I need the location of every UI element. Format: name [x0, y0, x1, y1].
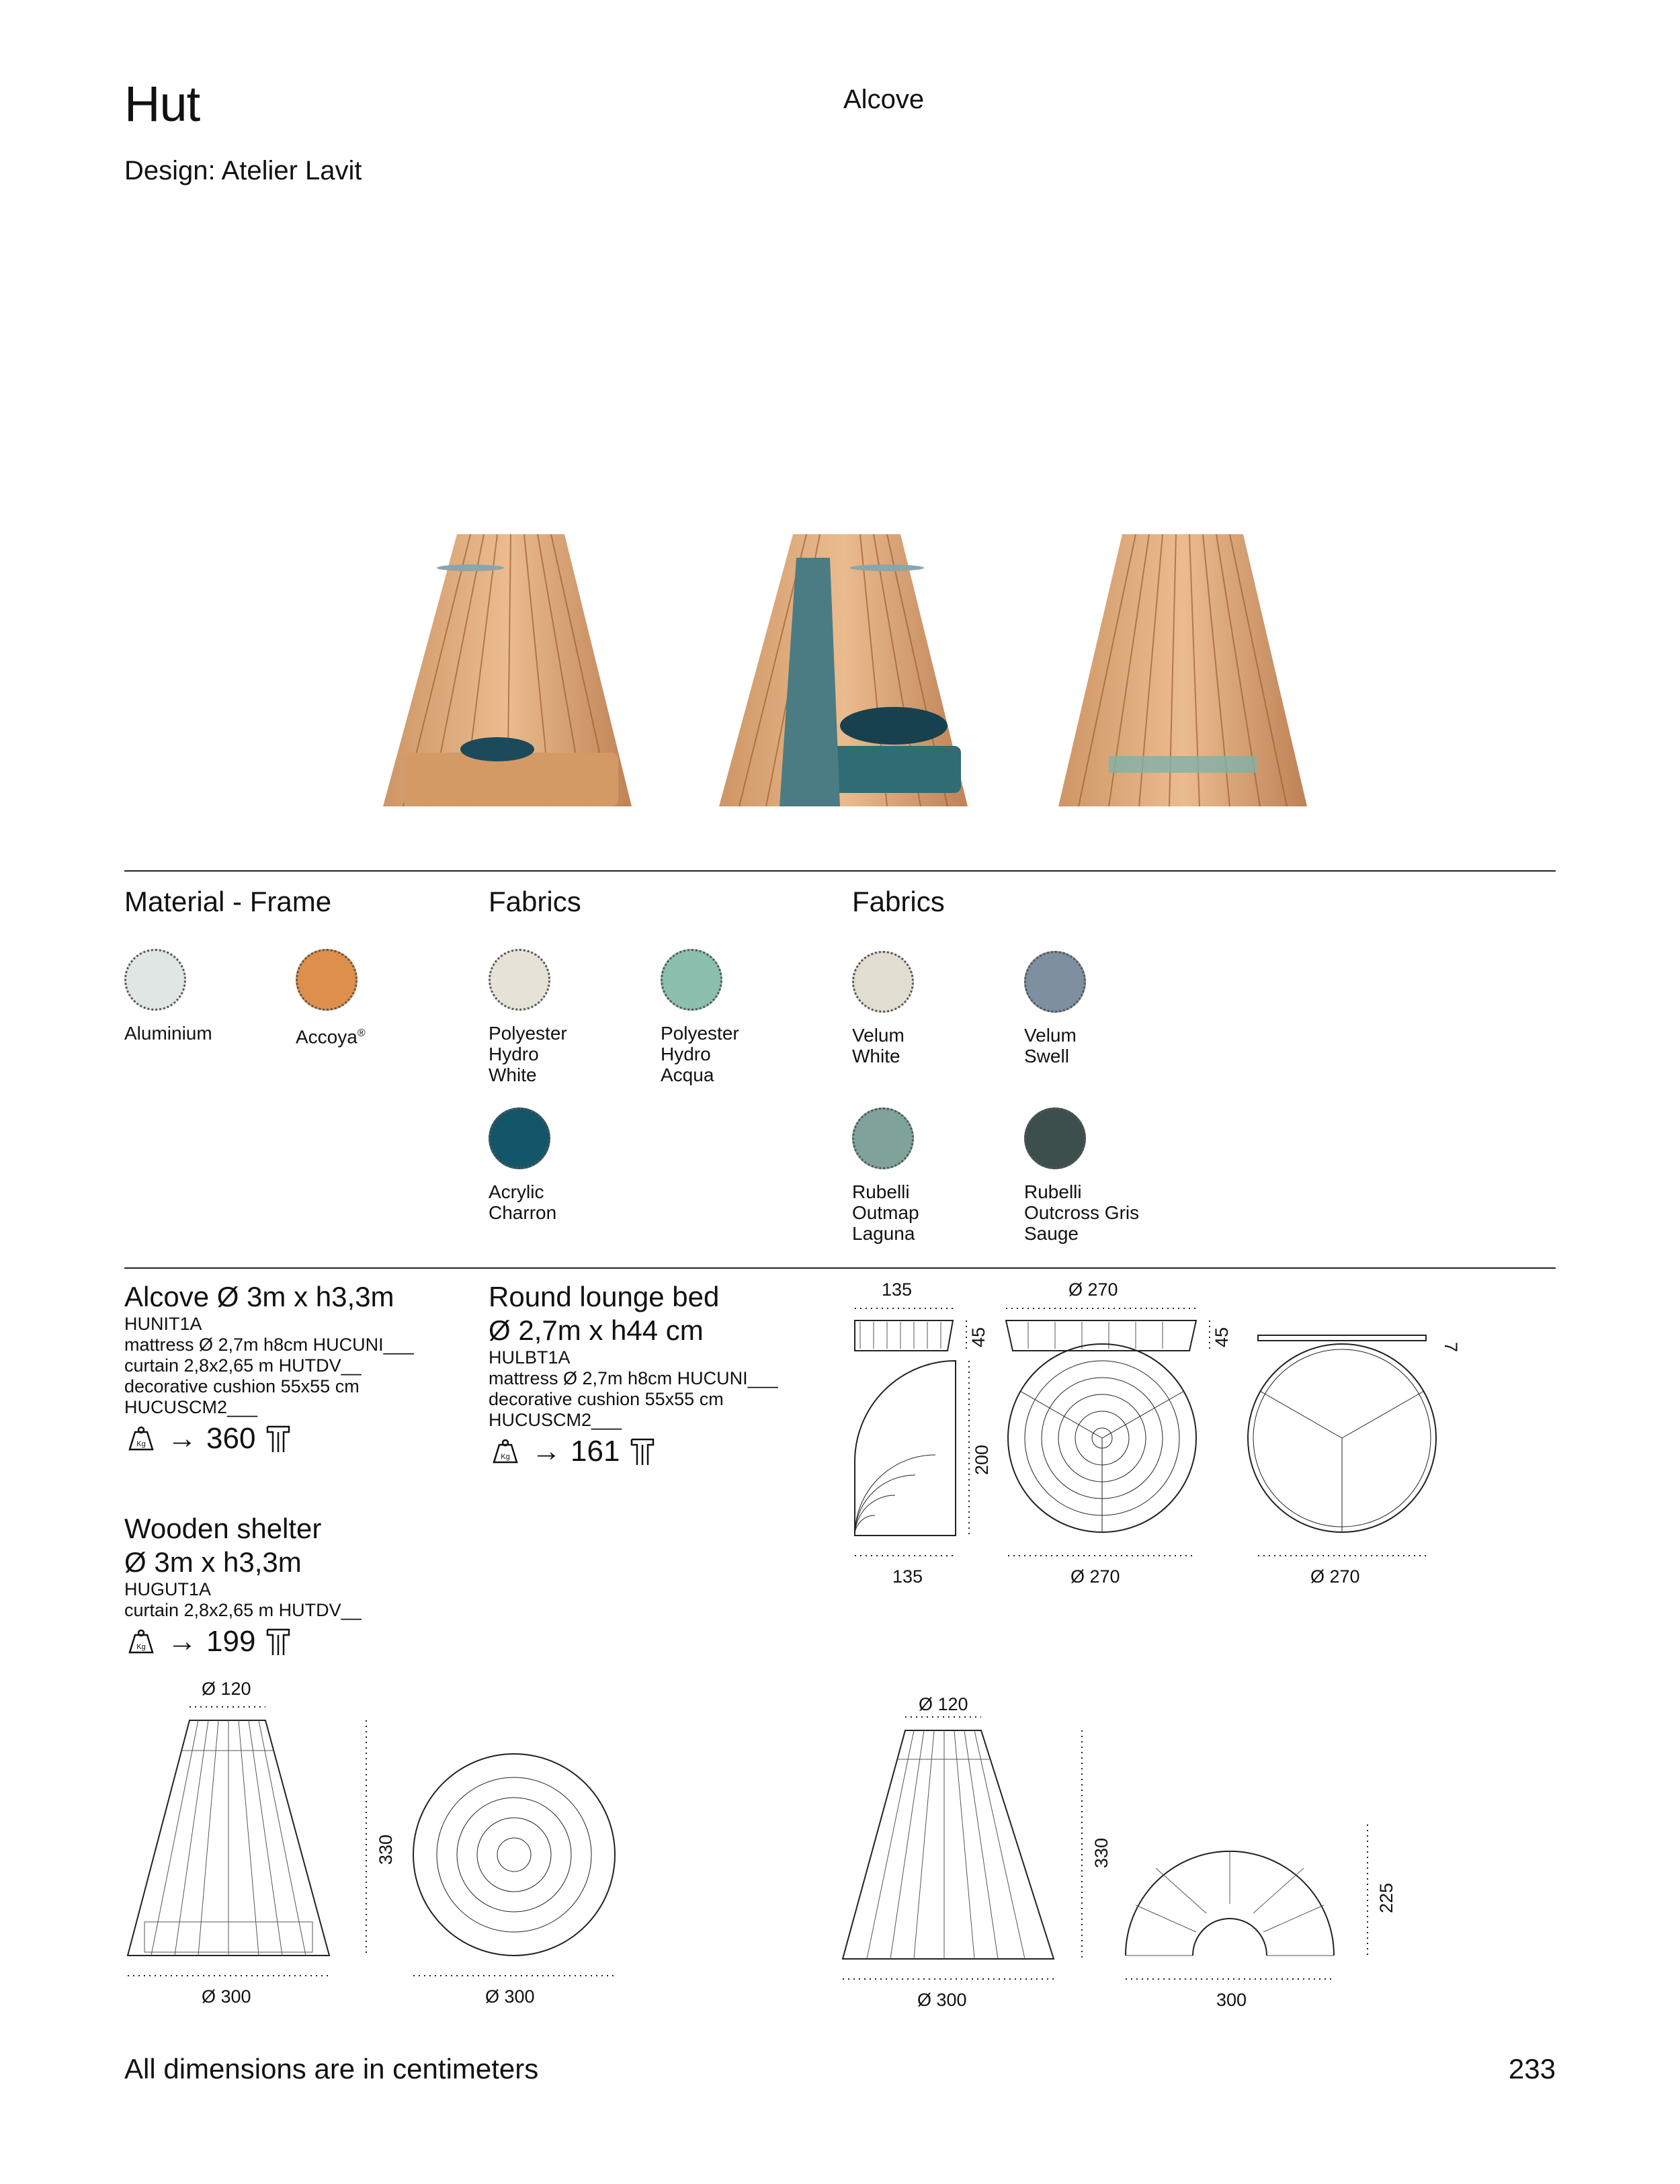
section-divider-top [124, 870, 1556, 872]
velum-swell-label: Velum Swell [1024, 1025, 1077, 1066]
dim-lounge-45a: 45 [968, 1327, 989, 1347]
aluminium-swatch[interactable] [124, 949, 186, 1011]
shelter-icon [265, 1424, 292, 1454]
dim-shelter-300: Ø 300 [917, 1990, 967, 2010]
dimensions-note: All dimensions are in centimeters [124, 2053, 539, 2085]
product-photos [376, 524, 1331, 820]
lounge-weight: 161 [571, 1435, 620, 1468]
acrylic-charron-label: Acrylic Charron [489, 1181, 557, 1223]
shelter-name-2: Ø 3m x h3,3m [124, 1546, 302, 1578]
alcove-weight: 360 [206, 1422, 256, 1455]
dim-alcove-300a: Ø 300 [202, 1986, 251, 2007]
lounge-name-2: Ø 2,7m x h44 cm [489, 1314, 704, 1346]
rubelli-outmap-laguna-swatch[interactable] [852, 1107, 914, 1169]
weight-unit: Kg [136, 1440, 146, 1448]
accoya-swatch[interactable] [296, 949, 358, 1011]
shelter-weight-row [124, 1625, 362, 1658]
dim-lounge-200: 200 [972, 1444, 992, 1475]
polyester-hydro-white-label: Polyester Hydro White [489, 1023, 567, 1085]
lounge-weight-row [489, 1435, 778, 1468]
shelter-code: HUGUT1A [124, 1579, 212, 1599]
velum-swell-swatch[interactable] [1024, 951, 1086, 1013]
lounge-name-1: Round lounge bed [489, 1281, 720, 1312]
shelter-icon [265, 1627, 292, 1656]
rubelli-outcross-swatch[interactable] [1024, 1107, 1086, 1169]
lounge-quarter-plan [855, 1361, 956, 1536]
alcove-photo [383, 534, 632, 806]
rubelli-outcross-label: Rubelli Outcross Gris Sauge [1024, 1181, 1140, 1244]
dim-lounge-270a: Ø 270 [1068, 1279, 1118, 1300]
rubelli-outmap-laguna-label: Rubelli Outmap Laguna [852, 1181, 919, 1244]
dim-shelter-330: 330 [1091, 1837, 1111, 1868]
accoya-label: Accoya® [296, 1026, 366, 1048]
alcove-code: HUNIT1A [124, 1314, 202, 1334]
fabrics-section-title: Fabrics [489, 886, 581, 917]
lounge-code: HULBT1A [489, 1347, 571, 1368]
section-divider-middle [124, 1267, 1556, 1269]
weight-unit: Kg [136, 1643, 146, 1651]
weight-icon [124, 1425, 158, 1452]
lounge-bed-drawings [847, 1273, 1492, 1609]
aluminium-label: Aluminium [124, 1023, 212, 1044]
dim-shelter-225: 225 [1376, 1882, 1396, 1913]
frame-section-title: Material - Frame [124, 886, 332, 917]
alcove-drawings [124, 1673, 635, 2009]
product-name: Alcove [843, 85, 925, 114]
dim-alcove-120: Ø 120 [202, 1679, 251, 1699]
dim-lounge-135a: 135 [882, 1279, 913, 1300]
alcove-plan-view [413, 1754, 615, 1956]
weight-icon [489, 1438, 522, 1465]
alcove-weight-row [124, 1422, 414, 1456]
alcove-line-1: mattress Ø 2,7m h8cm HUCUNI___ [124, 1335, 414, 1355]
polyester-hydro-white-swatch[interactable] [489, 949, 550, 1011]
dim-alcove-300b: Ø 300 [485, 1986, 535, 2007]
page-number: 233 [1508, 2053, 1556, 2085]
shelter-line-1: curtain 2,8x2,65 m HUTDV__ [124, 1600, 362, 1620]
velum-white-label: Velum White [852, 1025, 905, 1066]
lounge-side-view [1006, 1320, 1196, 1351]
velum-white-swatch[interactable] [852, 951, 914, 1013]
dim-lounge-270c: Ø 270 [1310, 1566, 1360, 1587]
arrow-icon: → [532, 1435, 561, 1468]
shelter-elevation-view [843, 1730, 1054, 1959]
designer-credit: Design: Atelier Lavit [124, 156, 362, 185]
alcove-line-4: HUCUSCM2___ [124, 1397, 258, 1417]
lounge-line-3: HUCUSCM2___ [489, 1410, 622, 1430]
dim-lounge-270b: Ø 270 [1070, 1566, 1120, 1587]
dim-lounge-7: 7 [1441, 1342, 1461, 1353]
acrylic-charron-swatch[interactable] [489, 1107, 550, 1169]
dim-lounge-45b: 45 [1212, 1327, 1232, 1347]
shelter-drawings [840, 1697, 1431, 2013]
fabrics-section-title-2: Fabrics [852, 886, 945, 917]
dim-alcove-330: 330 [376, 1834, 396, 1865]
polyester-hydro-acqua-label: Polyester Hydro Acqua [661, 1023, 739, 1085]
shelter-weight: 199 [206, 1625, 256, 1658]
mattress-side-view [1258, 1335, 1426, 1341]
alcove-line-2: curtain 2,8x2,65 m HUTDV__ [124, 1355, 362, 1376]
wooden-shelter-photo [1058, 534, 1307, 806]
dim-lounge-135b: 135 [892, 1566, 923, 1587]
lounge-line-2: decorative cushion 55x55 cm [489, 1389, 724, 1409]
dim-shelter-120: Ø 120 [919, 1697, 968, 1714]
alcove-line-3: decorative cushion 55x55 cm [124, 1376, 360, 1396]
shelter-name-1: Wooden shelter [124, 1513, 322, 1544]
weight-icon [124, 1628, 158, 1655]
shelter-spec [124, 1512, 362, 1658]
weight-unit: Kg [501, 1453, 510, 1461]
lounge-spec [489, 1280, 778, 1468]
arrow-icon: → [167, 1625, 197, 1658]
shelter-icon [629, 1437, 656, 1466]
alcove-spec [124, 1280, 414, 1456]
page-title: Hut [124, 76, 200, 132]
alcove-curtain-photo [719, 534, 968, 806]
arrow-icon: → [167, 1422, 197, 1455]
dim-shelter-300w: 300 [1216, 1990, 1247, 2010]
lounge-line-1: mattress Ø 2,7m h8cm HUCUNI___ [489, 1368, 778, 1388]
polyester-hydro-acqua-swatch[interactable] [661, 949, 722, 1011]
lounge-half-side-view [855, 1320, 953, 1351]
alcove-name: Alcove Ø 3m x h3,3m [124, 1281, 394, 1312]
